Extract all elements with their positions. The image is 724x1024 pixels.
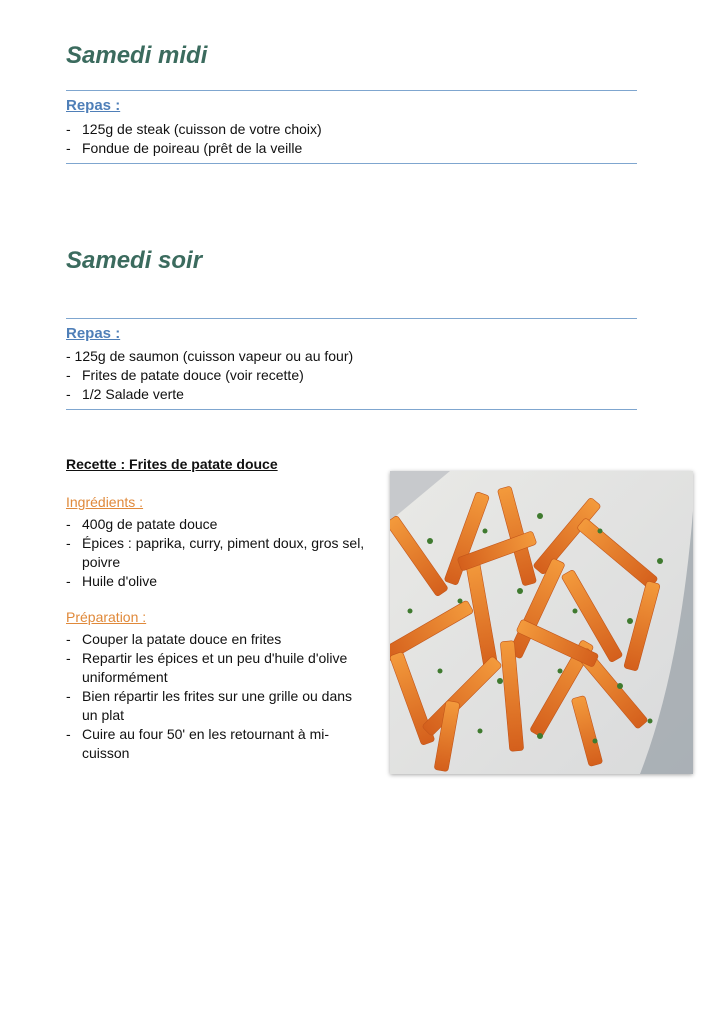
ingredients-label: Ingrédients :: [66, 494, 144, 510]
list-item: - Repartir les épices et un peu d'huile d'olive uniformément: [66, 650, 348, 685]
list-item: - Épices : paprika, curry, piment doux, gros sel, poivre: [66, 535, 365, 570]
list-item: - Huile d'olive: [66, 573, 158, 589]
divider: [66, 90, 637, 91]
lunch-meal-list: [66, 120, 626, 158]
divider: [66, 409, 637, 410]
preparation-steps: [66, 630, 366, 763]
fries-illustration: [390, 471, 693, 774]
preparation-label: Préparation :: [66, 609, 147, 625]
list-item: - Couper la patate douce en frites: [66, 631, 282, 647]
list-item: - Frites de patate douce (voir recette): [66, 367, 304, 383]
divider: [66, 318, 637, 319]
meal-label: Repas :: [66, 97, 121, 114]
recipe-title: Recette : Frites de patate douce: [66, 456, 278, 472]
list-item: - Fondue de poireau (prêt de la veille: [66, 140, 303, 156]
list-item: - 1/2 Salade verte: [66, 386, 184, 402]
list-item: - 400g de patate douce: [66, 516, 218, 532]
meal-label: Repas :: [66, 325, 121, 342]
divider: [66, 163, 637, 164]
dinner-meal-list: [66, 347, 626, 404]
ingredients-list: [66, 515, 366, 591]
list-item: - Cuire au four 50' en les retournant à mi-cuisson: [66, 726, 330, 761]
list-item: - 125g de steak (cuisson de votre choix): [66, 121, 322, 137]
list-item: - 125g de saumon (cuisson vapeur ou au four): [66, 348, 354, 364]
section-title-saturday-dinner: Samedi soir: [66, 247, 203, 274]
list-item: - Bien répartir les frites sur une grille ou dans un plat: [66, 688, 353, 723]
sweet-potato-fries-photo: [390, 471, 693, 774]
section-title-saturday-lunch: Samedi midi: [66, 42, 208, 69]
